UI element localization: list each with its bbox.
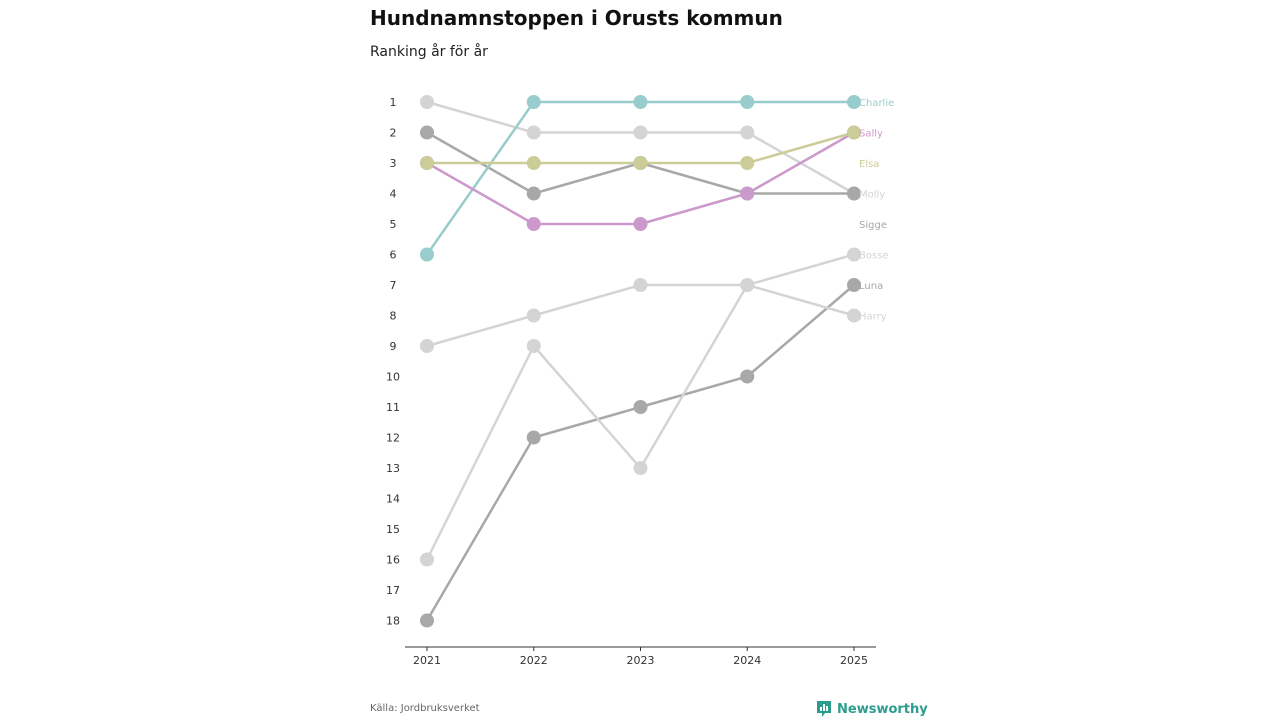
series-point-luna: [527, 431, 541, 445]
y-tick-label: 15: [386, 523, 400, 536]
chart-title: Hundnamnstoppen i Orusts kommun: [370, 6, 783, 30]
end-label-bosse: Bosse: [859, 250, 889, 262]
y-tick-label: 5: [389, 218, 397, 231]
series-point-sally: [527, 217, 541, 231]
x-tick-label: 2021: [413, 654, 441, 667]
series-point-luna: [740, 370, 754, 384]
y-tick-label: 10: [386, 370, 400, 384]
y-tick-label: 11: [386, 401, 400, 414]
series-point-molly: [634, 126, 648, 140]
y-tick-label: 1: [389, 96, 397, 109]
series-line-charlie: [427, 102, 854, 255]
series-point-harry: [420, 553, 434, 567]
series-point-luna: [420, 614, 434, 628]
x-tick-label: 2025: [840, 654, 868, 667]
y-tick-label: 12: [386, 431, 400, 445]
y-tick-label: 9: [389, 340, 397, 353]
y-tick-label: 6: [389, 248, 397, 262]
series-point-elsa: [527, 156, 541, 170]
y-tick-label: 2: [389, 126, 397, 140]
source-note: Källa: Jordbruksverket: [370, 703, 480, 714]
y-tick-label: 16: [386, 553, 400, 567]
series-line-molly: [427, 102, 854, 194]
series-point-molly: [527, 126, 541, 140]
series-point-charlie: [634, 95, 648, 109]
end-label-harry: Harry: [859, 311, 887, 323]
y-tick-label: 13: [386, 462, 400, 475]
y-tick-label: 18: [386, 614, 400, 628]
series-point-sigge: [420, 126, 434, 140]
series-line-bosse: [427, 255, 854, 347]
series-point-sally: [634, 217, 648, 231]
series-point-elsa: [634, 156, 648, 170]
brand-logo[interactable]: [816, 700, 928, 718]
series-point-charlie: [527, 95, 541, 109]
bar-chart-logo-icon: [816, 700, 832, 718]
series-line-sally: [427, 133, 854, 225]
end-label-sally: Sally: [859, 128, 883, 140]
x-tick-label: 2024: [733, 654, 762, 667]
series-point-elsa: [740, 156, 754, 170]
series-point-sigge: [527, 187, 541, 201]
series-line-luna: [427, 285, 854, 621]
series-point-harry: [740, 278, 754, 292]
y-tick-label: 3: [389, 157, 397, 170]
series-point-elsa: [420, 156, 434, 170]
chart-subtitle: Ranking år för år: [370, 44, 488, 60]
end-label-molly: Molly: [859, 189, 886, 201]
series-point-bosse: [634, 278, 648, 292]
series-point-charlie: [740, 95, 754, 109]
series-point-luna: [634, 400, 648, 414]
end-label-elsa: Elsa: [859, 159, 880, 170]
x-tick-label: 2023: [626, 654, 655, 667]
y-tick-label: 7: [389, 279, 397, 292]
series-point-molly: [740, 126, 754, 140]
y-tick-label: 17: [386, 584, 400, 597]
y-tick-label: 14: [386, 492, 400, 506]
y-tick-label: 8: [389, 309, 397, 323]
end-label-sigge: Sigge: [859, 220, 887, 231]
series-point-molly: [420, 95, 434, 109]
series-point-harry: [527, 339, 541, 353]
series-line-harry: [427, 285, 854, 560]
x-tick-label: 2022: [519, 654, 548, 667]
series-point-harry: [634, 461, 648, 475]
series-point-bosse: [420, 339, 434, 353]
y-tick-label: 4: [389, 187, 397, 201]
series-point-sally: [740, 187, 754, 201]
end-label-charlie: Charlie: [859, 98, 895, 109]
end-label-luna: Luna: [859, 281, 884, 292]
series-point-charlie: [420, 248, 434, 262]
series-point-bosse: [527, 309, 541, 323]
brand-name: Newsworthy: [837, 701, 928, 717]
